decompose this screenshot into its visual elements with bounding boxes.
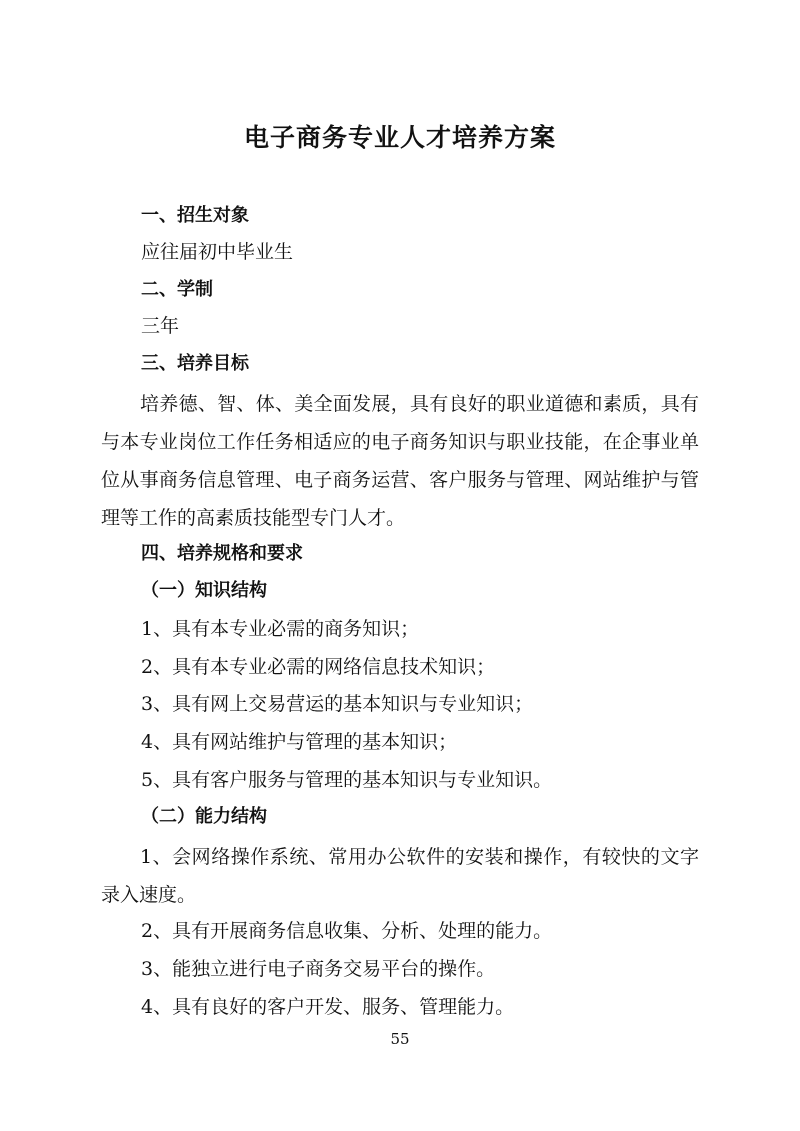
page-number: 55 [390,1030,410,1048]
section-body-enrollment: 应往届初中毕业生 [141,241,294,263]
section-heading-enrollment: 一、招生对象 [141,205,249,226]
section-heading-duration: 二、学制 [141,279,213,300]
section-heading-goal: 三、培养目标 [141,353,249,374]
subheading-knowledge: （一）知识结构 [141,580,267,601]
section-heading-requirements: 四、培养规格和要求 [141,543,303,564]
list-item: 1、会网络操作系统、常用办公软件的安装和操作，有较快的文字录入速度。 [101,846,699,906]
list-item: 2、具有开展商务信息收集、分析、处理的能力。 [141,920,553,942]
list-item: 3、能独立进行电子商务交易平台的操作。 [141,958,496,980]
subheading-ability: （二）能力结构 [141,806,267,827]
list-item: 4、具有良好的客户开发、服务、管理能力。 [141,996,515,1018]
page-title: 电子商务专业人才培养方案 [243,123,556,152]
list-item: 1、具有本专业必需的商务知识； [141,618,420,640]
list-item: 2、具有本专业必需的网络信息技术知识； [141,656,496,678]
list-item: 4、具有网站维护与管理的基本知识； [141,731,458,753]
section-body-goal: 培养德、智、体、美全面发展，具有良好的职业道德和素质，具有与本专业岗位工作任务相适应的电子商务知识与职业技能，在企事业单位从事商务信息管理、电子商务运营、客户服务与管理、网站维护与管理等工作的高素质技能型专门人才。 [101,393,699,529]
list-item: 5、具有客户服务与管理的基本知识与专业知识。 [141,769,553,791]
section-body-duration: 三年 [141,315,180,337]
list-item: 3、具有网上交易营运的基本知识与专业知识； [141,693,534,715]
